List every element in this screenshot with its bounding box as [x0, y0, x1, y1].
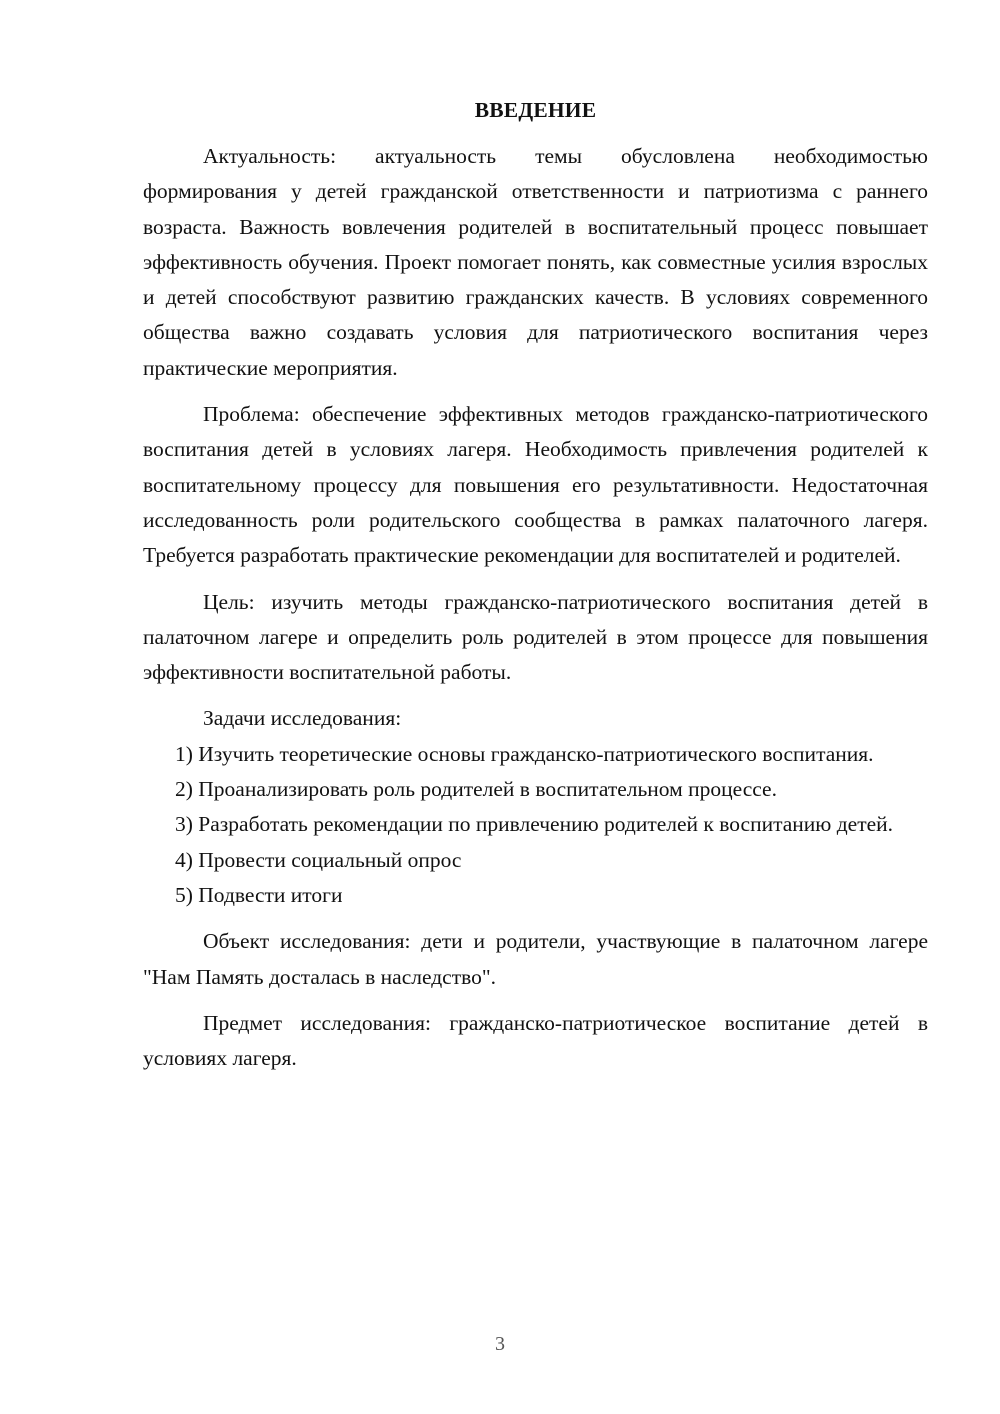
- paragraph-goal: Цель: изучить методы гражданско-патриотического воспитания детей в палаточном лагере и определить роль родителей в этом процессе для повышения эффективности воспитательной работы.: [143, 589, 928, 685]
- list-item: 4) Провести социальный опрос: [175, 847, 462, 872]
- page-title: ВВЕДЕНИЕ: [474, 98, 597, 122]
- tasks-heading: Задачи исследования:: [203, 706, 402, 731]
- paragraph-relevance: Актуальность: актуальность темы обусловлена необходимостью формирования у детей гражданской ответственности и патриотизма с раннего возраста. Важность вовлечения родителей в воспитательный процесс повышает эффективность обучения. Проект помогает понять, как совместные усилия взрослых и детей способствуют развитию гражданских качеств. В условиях современного общества важно создавать условия для патриотического воспитания через практические мероприятия.: [143, 144, 928, 380]
- paragraph-subject: Предмет исследования: гражданско-патриотическое воспитание детей в условиях лагеря.: [143, 1010, 928, 1071]
- tasks-list: [143, 737, 928, 913]
- paragraph-problem: Проблема: обеспечение эффективных методов гражданско-патриотического воспитания детей в условиях лагеря. Необходимость привлечения родителей к воспитательному процессу для повышения его результативности. Недостаточная исследованность роли родительского сообщества в рамках палаточного лагеря. Требуется разработать практические рекомендации для воспитателей и родителей.: [143, 402, 928, 568]
- list-item: 3) Разработать рекомендации по привлечению родителей к воспитанию детей.: [175, 812, 894, 837]
- paragraph-object: Объект исследования: дети и родители, участвующие в палаточном лагере "Нам Память досталась в наследство".: [143, 929, 928, 989]
- document-page: [143, 95, 928, 1076]
- page-number: 3: [495, 1333, 505, 1355]
- list-item: 5) Подвести итоги: [175, 882, 343, 907]
- list-item: 2) Проанализировать роль родителей в воспитательном процессе.: [175, 777, 777, 802]
- list-item: 1) Изучить теоретические основы гражданско-патриотического воспитания.: [175, 741, 874, 766]
